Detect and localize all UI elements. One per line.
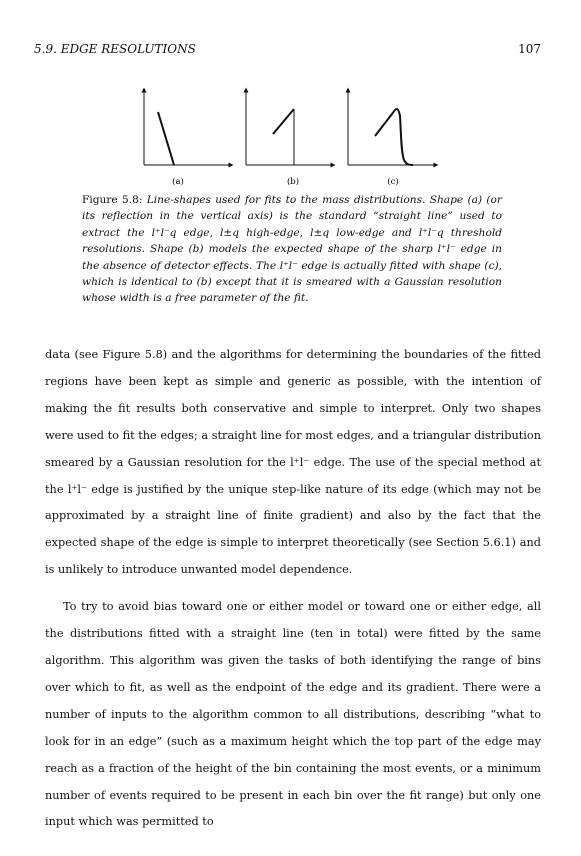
panel-c-smeared-edge xyxy=(375,109,413,165)
panel-b xyxy=(246,90,333,165)
section-title: 5.9. EDGE RESOLUTIONS xyxy=(34,42,196,56)
caption-lead: Figure 5.8: xyxy=(82,194,143,206)
figure-caption xyxy=(82,192,502,307)
panel-a-straight-line xyxy=(158,112,174,165)
panel-c xyxy=(348,90,436,165)
panel-label-b: (b) xyxy=(286,177,300,187)
line-shape-plots xyxy=(136,86,456,190)
page-number: 107 xyxy=(518,42,541,56)
panel-b-rising-edge xyxy=(273,109,294,134)
body-text xyxy=(45,342,541,836)
panel-label-a: (a) xyxy=(172,177,184,187)
panel-label-c: (c) xyxy=(387,177,399,187)
panel-a xyxy=(144,90,231,165)
caption-text: Line-shapes used for fits to the mass distributions. Shape (a) (or its reflection in the vertical axis) is the standard “straight line” used to extract the l⁺l⁻q edge, l±q high-edge, l±q low-edge and l⁺l⁻q threshold resolutions. Shape (b) models the expected shape of the sharp l⁺l⁻ edge in the absence of detector effects. The l⁺l⁻ edge is actually fitted with shape (c), which is identical to (b) except that it is smeared with a Gaussian resolution whose width is a free parameter of the fit. xyxy=(82,194,502,305)
figure-line-shapes xyxy=(136,86,456,190)
paragraph-2: To try to avoid bias toward one or either model or toward one or either edge, all the distributions fitted with a straight line (ten in total) were fitted by the same algorithm. This algorithm was given the tasks of both identifying the range of bins over which to fit, as well as the endpoint of the edge and its gradient. There were a number of inputs to the algorithm common to all distributions, describing “what to look for in an edge” (such as a maximum height which the top part of the edge may reach as a fraction of the height of the bin containing the most events, or a minimum number of events required to be present in each bin over the fit range) but only one input which was permitted to xyxy=(45,600,541,829)
running-header xyxy=(34,42,541,56)
paragraph-1: data (see Figure 5.8) and the algorithms for determining the boundaries of the fitted regions have been kept as simple and generic as possible, with the intention of making the fit results both conservative and simple to interpret. Only two shapes were used to fit the edges; a straight line for most edges, and a triangular distribution smeared by a Gaussian resolution for the l⁺l⁻ edge. The use of the special method at the l⁺l⁻ edge is justified by the unique step-like nature of its edge (which may not be approximated by a straight line of finite gradient) and also by the fact that the expected shape of the edge is simple to interpret theoretically (see Section 5.6.1) and is unlikely to introduce unwanted model dependence. xyxy=(45,348,541,577)
